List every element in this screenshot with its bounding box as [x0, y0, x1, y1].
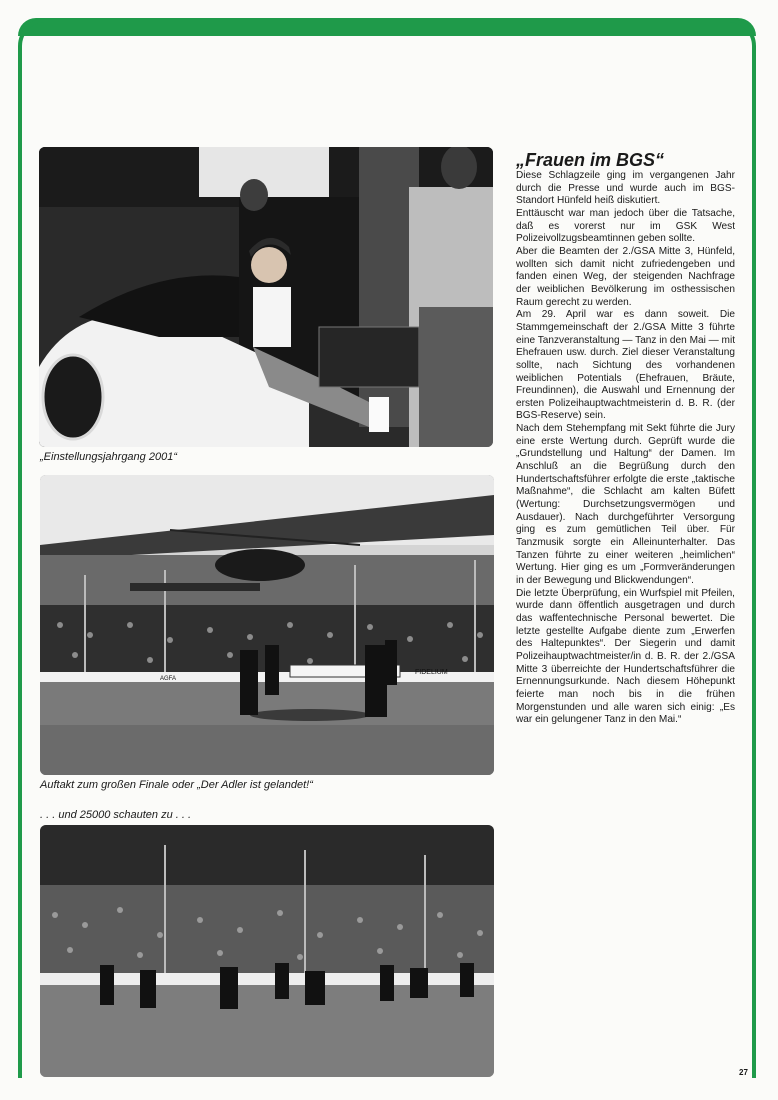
article-title: „Frauen im BGS“ [516, 150, 665, 170]
photo-helicopter-stadium [40, 475, 494, 775]
photo-stadium-crowd [40, 825, 494, 1077]
photo-child-helicopter [39, 147, 493, 447]
article-paragraph: Die letzte Überprüfung, ein Wurfspiel mit Pfeilen, wurde dann öffentlich ausgetragen und durch das waffentechnische Personal bewertet. Die letzte gestellte Aufgabe diente zum „Erwerfen des Haltepunktes“. Der Siegerin und damit Polizeihauptwachtmeister/in d. B. R. der 2./GSA Mitte 3 überreichte der Hundertschaftsführer die Ernennungsurkunde. Nach diesem Höhepunkt feierte man noch bis in die frühen Morgenstunden und alle waren sich einig: „Es war ein gelungener Tanz in den Mai.“ [516, 587, 735, 726]
article-body [516, 170, 735, 727]
caption-photo-3: . . . und 25000 schauten zu . . . [40, 809, 192, 821]
article-paragraph: Diese Schlagzeile ging im vergangenen Jahr durch die Presse und wurde auch im BGS-Standort Hünfeld heiß diskutiert. [516, 170, 735, 207]
banner-fidelium: FIDELIUM [415, 669, 448, 676]
article-paragraph: Nach dem Stehempfang mit Sekt führte die Jury eine erste Wertung durch. Geprüft wurde die „Grundstellung und Haltung“ der Damen. Im Anschluß an die Begrüßung durch den Hundertschaftsführer erfolgte die erste „taktische Maßnahme“, die Schlacht am kalten Büfett (Wertung: Durchsetzungsvermögen und Ausdauer). Nach durchgeführter Versorgung ging es zum gemütlichen Teil über. Für Tanzmusik sorgte ein Alleinunterhalter. Das Tanzen führte zu einer weiteren „heimlichen“ Wertung. Hier ging es um „Formveränderungen in der Bewegung und Blickwendungen“. [516, 423, 735, 586]
page-number: 27 [739, 1068, 748, 1077]
caption-photo-1: „Einstellungsjahrgang 2001“ [40, 451, 177, 463]
article-paragraph: Aber die Beamten der 2./GSA Mitte 3, Hünfeld, wollten sich damit nicht zufriedengeben und fanden einen Weg, der steigenden Nachfrage der weiblichen Bevölkerung im osthessischen Raum gerecht zu werden. [516, 245, 735, 308]
article-paragraph: Enttäuscht war man jedoch über die Tatsache, daß es vorerst nur im GSK West Polizeivollzugsbeamtinnen geben sollte. [516, 207, 735, 245]
caption-photo-2: Auftakt zum großen Finale oder „Der Adler ist gelandet!“ [40, 779, 313, 791]
banner-agfa: AGFA [160, 676, 177, 682]
article-paragraph: Am 29. April war es dann soweit. Die Stammgemeinschaft der 2./GSA Mitte 3 führte eine Tanzveranstaltung — Tanz in den Mai — mit Ehefrauen usw. durch. Ziel dieser Veranstaltung sollte, nach Sichtung des vorhandenen weiblichen Potentials (Ehefrauen, Bräute, Freundinnen), die Auswahl und Ernennung der ersten Polizeihauptwachtmeisterin d. B. R. (der BGS-Reserve) sein. [516, 309, 736, 422]
